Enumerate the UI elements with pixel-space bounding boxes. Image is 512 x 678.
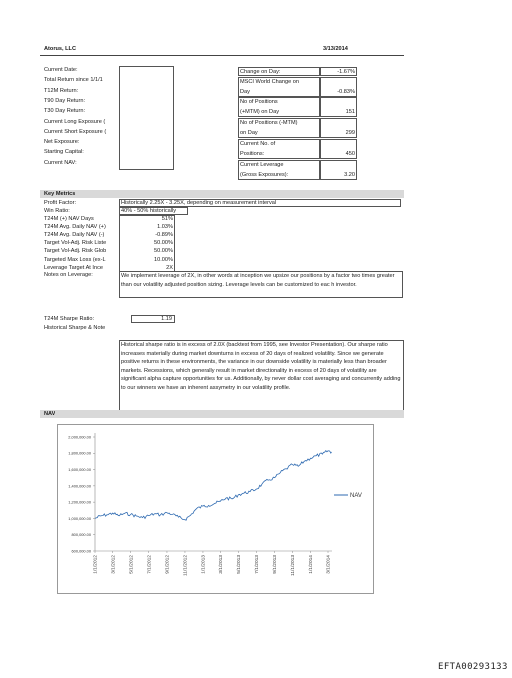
metric-value: 50.00% — [154, 240, 173, 247]
metric-value: -0.89% — [155, 232, 173, 239]
legend-label: NAV — [350, 493, 362, 499]
summary-right-label: on Day — [240, 129, 258, 136]
metric-label: Target Vol-Adj. Risk Liste — [44, 240, 107, 247]
y-tick-label: 2,000,000.00 — [68, 434, 91, 440]
metric-label: Target Vol-Adj. Risk Glob — [44, 248, 107, 255]
summary-right-label-box — [238, 139, 320, 159]
summary-label: Starting Capital: — [44, 149, 84, 156]
summary-right-value: -0.83% — [320, 77, 357, 97]
summary-right-value: 299 — [320, 118, 357, 138]
x-tick-label: 9/1/2012 — [165, 555, 171, 574]
y-tick-label: 1,400,000.00 — [68, 483, 91, 489]
x-tick-label: 3/1/2012 — [111, 555, 117, 574]
key-metrics-band — [40, 190, 404, 198]
y-tick-label: 800,000.00 — [71, 532, 91, 538]
x-tick-label: 7/1/2012 — [147, 555, 153, 574]
sharpe-ratio-value: 1.19 — [131, 315, 175, 323]
y-tick-label: 1,000,000.00 — [68, 515, 91, 521]
nav-chart-svg — [58, 425, 375, 595]
summary-label: Current NAV: — [44, 159, 77, 166]
summary-right-label-box — [238, 118, 320, 138]
metric-value: 50.00% — [154, 248, 173, 255]
win-ratio-value: 40% - 50% historically — [119, 207, 188, 215]
summary-right-label: (Gross Exposures): — [240, 171, 289, 178]
metric-label: Targeted Max Loss (ex-L — [44, 256, 106, 263]
summary-label: Current Long Exposure ( — [44, 118, 106, 125]
summary-right-label: Day — [240, 88, 250, 95]
x-tick-label: 5/1/2013 — [236, 555, 242, 574]
metric-value: 51% — [161, 216, 173, 222]
y-tick-label: 1,200,000.00 — [68, 499, 91, 505]
nav-band — [40, 410, 404, 418]
summary-label: Current Short Exposure ( — [44, 128, 107, 135]
profit-factor-value: Historically 2.25X - 3.25X, depending on measurement interval — [119, 199, 401, 207]
summary-right-label: Positions: — [240, 150, 265, 157]
x-tick-label: 11/1/2013 — [291, 555, 297, 576]
x-tick-label: 3/1/2013 — [218, 555, 224, 574]
y-tick-label: 1,600,000.00 — [68, 466, 91, 472]
x-tick-label: 1/1/2013 — [201, 555, 207, 574]
metric-value: 1.03% — [157, 224, 173, 231]
x-tick-label: 7/1/2013 — [254, 555, 260, 574]
summary-right-value: 151 — [320, 97, 357, 117]
summary-left-values-box — [119, 66, 174, 170]
summary-right-label: Current No. of — [240, 141, 276, 147]
summary-label: T90 Day Return: — [44, 97, 86, 104]
x-tick-label: 11/1/2012 — [183, 555, 189, 576]
company-name: Atorus, LLC — [44, 46, 77, 52]
y-tick-label: 1,800,000.00 — [68, 450, 91, 456]
summary-right-label: Current Leverage — [240, 162, 284, 168]
metric-label: T24M (+) NAV Days — [44, 216, 94, 222]
historical-sharpe-label: Historical Sharpe & Note — [44, 325, 106, 331]
nav-series-line — [95, 451, 332, 521]
report-date: 3/13/2014 — [323, 46, 348, 52]
summary-right-label: No of Positions — [240, 99, 278, 105]
summary-label: T12M Return: — [44, 87, 79, 94]
x-tick-label: 3/1/2014 — [326, 555, 332, 574]
summary-label: Net Exposure: — [44, 139, 80, 146]
summary-right-label-box — [238, 67, 320, 76]
summary-right-label: (+MTM) on Day — [240, 108, 280, 115]
summary-right-label: Change on Day: — [240, 69, 281, 75]
profit-factor-label: Profit Factor: — [44, 200, 77, 206]
header-rule — [40, 55, 404, 56]
key-metrics-title: Key Metrics — [44, 191, 76, 197]
metric-label: Leverage Target At Ince — [44, 264, 103, 271]
metric-value: 10.00% — [154, 256, 173, 263]
sharpe-ratio-label: T24M Sharpe Ratio: — [44, 316, 95, 322]
metric-label: T24M Avg. Daily NAV (-) — [44, 232, 105, 239]
notes-leverage-label: Notes on Leverage: — [44, 272, 93, 278]
historical-sharpe-text: Historical sharpe ratio is in excess of 2.0X (backtest from 1995, see Investor Presentation). Our sharpe ratio increases materially during market downturns in excess of 20 days of realized volatility. Since we generate positive returns in these environments, the variance in our downside volatility is materially less than broader markets. Recessions, which generally result in market directionality in excess of 20 days of volatility are significant alpha capture opportunities for us. Additionally, by never dollar cost averaging and concurrently adding to our winners we have an inherent assymetry in our volatility profile. — [119, 340, 404, 411]
nav-section-title: NAV — [44, 411, 56, 417]
notes-leverage-text: We implement leverage of 2X, in other words at inception we upsize our positions by a factor two times greater than our volatility adjusted position sizing. Leverage levels can be customized to eac h investor. — [119, 271, 403, 298]
nav-chart — [57, 424, 374, 594]
summary-right-value: 3.20 — [320, 160, 357, 180]
x-tick-label: 1/1/2012 — [93, 555, 99, 574]
document-id: EFTA00293133 — [438, 662, 508, 672]
x-tick-label: 9/1/2013 — [273, 555, 279, 574]
x-tick-label: 1/1/2014 — [309, 555, 315, 574]
summary-label: Current Date: — [44, 67, 78, 73]
x-tick-label: 5/1/2012 — [129, 555, 135, 574]
summary-label: T30 Day Return: — [44, 108, 86, 115]
summary-right-value: -1.67% — [320, 67, 357, 76]
summary-right-label: MSCI World Change on — [240, 79, 299, 85]
y-tick-label: 600,000.00 — [71, 548, 91, 554]
metric-label: T24M Avg. Daily NAV (+) — [44, 224, 106, 231]
summary-right-label-box — [238, 77, 320, 97]
metric-value: 2X — [166, 264, 173, 271]
summary-right-label: No of Positions (-MTM) — [240, 120, 298, 126]
summary-label: Total Return since 1/1/1 — [44, 77, 103, 84]
summary-right-value: 450 — [320, 139, 357, 159]
summary-right-label-box — [238, 97, 320, 117]
win-ratio-label: Win Ratio: — [44, 208, 70, 214]
summary-right-label-box — [238, 160, 320, 180]
